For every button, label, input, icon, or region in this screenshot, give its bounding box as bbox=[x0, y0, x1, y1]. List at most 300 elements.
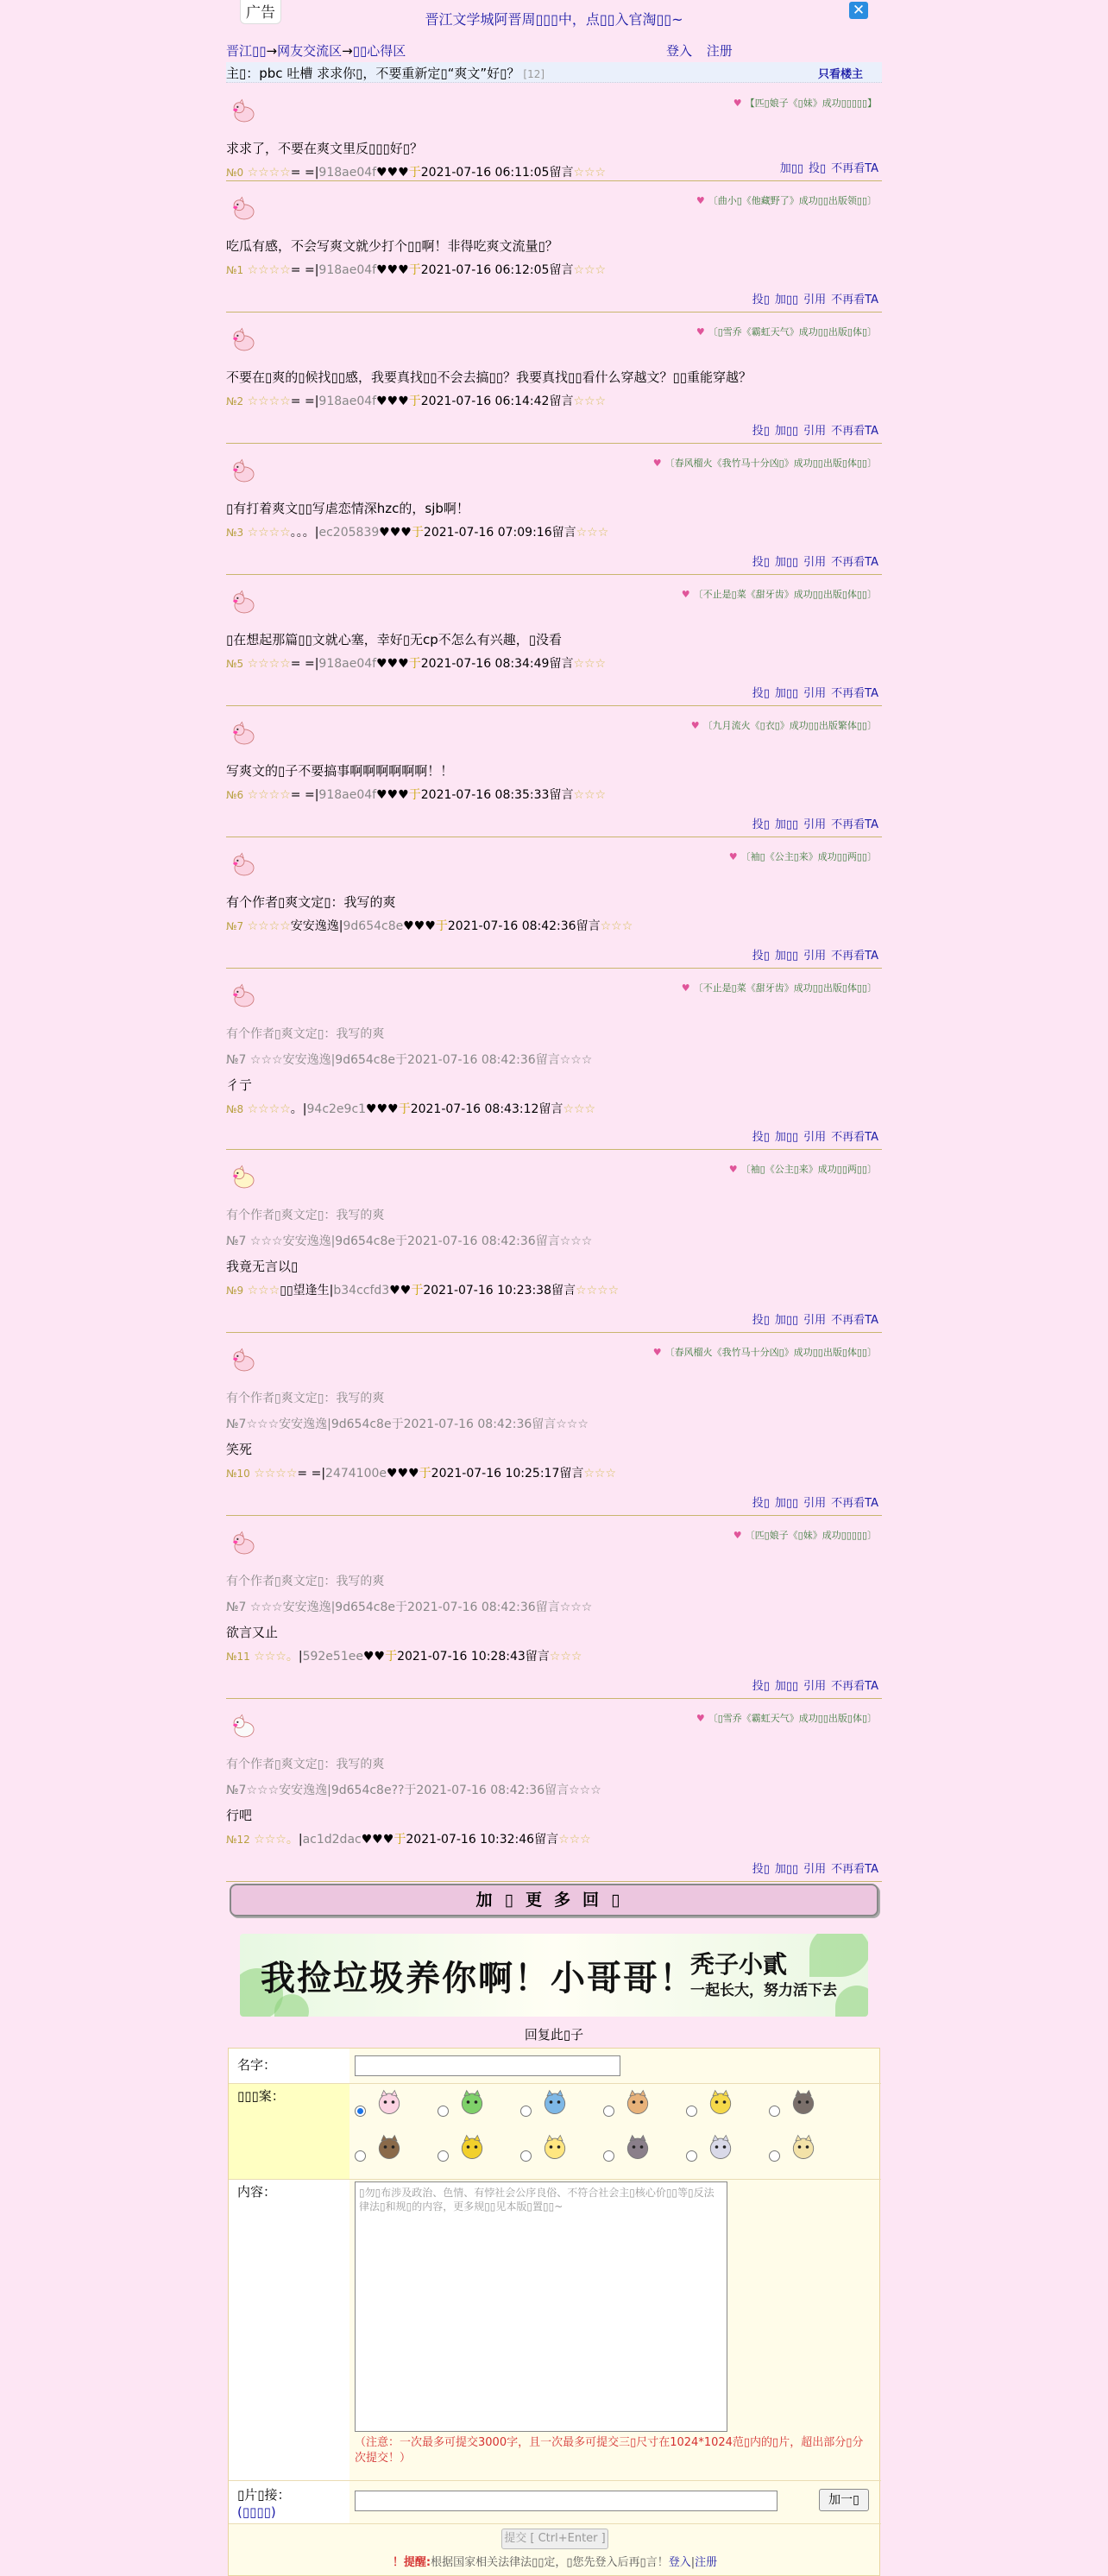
author-name: = = bbox=[290, 263, 315, 277]
author-id: 918ae04f bbox=[318, 657, 377, 671]
quoted-meta: №7 ☆☆☆安安逸逸|9d654c8e于2021-07-16 08:42:36留言☆☆☆ bbox=[226, 1601, 593, 1614]
avatar-radio[interactable] bbox=[355, 2106, 366, 2117]
post-meta: №8 ☆☆☆☆。|94c2e9c1♥♥♥于2021-07-16 08:43:12留言☆☆☆ bbox=[226, 1102, 596, 1116]
notice-text: 根据国家相关法律法▯▯定，▯您先登入后再▯言！ bbox=[431, 2556, 669, 2569]
user-avatar-icon bbox=[230, 982, 259, 1011]
close-icon[interactable]: ✕ bbox=[849, 2, 868, 19]
avatar-option[interactable] bbox=[769, 2087, 847, 2121]
avatar-option[interactable] bbox=[438, 2087, 515, 2121]
star-rating: ☆☆☆☆ bbox=[247, 919, 291, 933]
post-body: ▯有打着爽文▯▯写虐恋情深hzc的，sjb啊！ bbox=[226, 501, 469, 516]
post-time-prefix: 于 bbox=[393, 1833, 406, 1847]
author-signature[interactable] bbox=[729, 850, 877, 864]
post-time: 2021-07-16 06:14:42 bbox=[420, 395, 550, 408]
heart-icon: ♥ bbox=[696, 326, 705, 338]
user-avatar-icon bbox=[230, 1529, 259, 1558]
add-button[interactable]: 加▯▯ bbox=[774, 1863, 799, 1876]
vote-button[interactable]: 投▯ bbox=[752, 556, 770, 569]
star-tail: ☆☆☆ bbox=[573, 657, 607, 671]
post-item bbox=[226, 838, 882, 969]
add-button[interactable]: 加▯▯ bbox=[774, 1497, 799, 1510]
star-tail: ☆☆☆☆ bbox=[576, 1284, 620, 1297]
author-signature[interactable] bbox=[733, 97, 877, 110]
floor-number: №11 bbox=[226, 1651, 250, 1663]
author-id: 918ae04f bbox=[318, 395, 377, 408]
author-id: 94c2e9c1 bbox=[306, 1102, 367, 1116]
post-actions bbox=[775, 159, 878, 175]
star-rating: ☆☆☆☆ bbox=[247, 657, 291, 671]
post-actions bbox=[747, 290, 878, 306]
block-user-button[interactable]: 不再看TA bbox=[831, 556, 878, 569]
author-id: ac1d2dac bbox=[302, 1833, 362, 1847]
star-tail: ☆☆☆ bbox=[583, 1467, 617, 1481]
banner-title: 秃子小貳 bbox=[690, 1950, 788, 1979]
post-body: 欲言又止 bbox=[226, 1625, 279, 1640]
post-content bbox=[226, 759, 882, 807]
add-button[interactable]: 加▯▯ bbox=[774, 950, 799, 963]
block-user-button[interactable]: 不再看TA bbox=[831, 162, 878, 175]
breadcrumb-forum[interactable]: 网友交流区 bbox=[277, 43, 343, 59]
avatar-radio[interactable] bbox=[438, 2106, 449, 2117]
star-tail: ☆☆☆ bbox=[576, 526, 609, 540]
block-user-button[interactable]: 不再看TA bbox=[831, 687, 878, 700]
post-time: 2021-07-16 07:09:16 bbox=[423, 526, 552, 540]
star-rating: ☆☆☆ bbox=[247, 1284, 280, 1297]
post-body: 有个作者▯爽文定▯：我写的爽 bbox=[226, 894, 396, 910]
vote-button[interactable]: 投▯ bbox=[752, 1131, 770, 1144]
block-user-button[interactable]: 不再看TA bbox=[831, 1680, 878, 1693]
add-button[interactable]: 加▯▯ bbox=[774, 1680, 799, 1693]
breadcrumb-board[interactable]: ▯▯心得区 bbox=[352, 43, 406, 59]
post-content bbox=[226, 1386, 882, 1486]
post-meta: №9 ☆☆☆▯▯望逢生|b34ccfd3♥♥于2021-07-16 10:23:38留言☆☆☆☆ bbox=[226, 1284, 620, 1297]
user-avatar-icon bbox=[230, 850, 259, 880]
floor-number: №8 bbox=[226, 1103, 244, 1115]
avatar-option[interactable] bbox=[355, 2087, 432, 2121]
star-rating: ☆☆☆☆ bbox=[247, 263, 291, 277]
block-user-button[interactable]: 不再看TA bbox=[831, 818, 878, 831]
author-signature[interactable] bbox=[696, 325, 877, 339]
submit-button[interactable]: 提交 [ Ctrl+Enter ] bbox=[501, 2529, 608, 2549]
author-name: 。。。 bbox=[290, 526, 315, 540]
avatar-radio[interactable] bbox=[438, 2150, 449, 2162]
quote-button[interactable]: 引用 bbox=[803, 1863, 827, 1876]
post-meta: №12 ☆☆☆。|ac1d2dac♥♥♥于2021-07-16 10:32:46留言☆☆☆ bbox=[226, 1833, 591, 1847]
post-time-suffix: 留言 bbox=[551, 1284, 576, 1297]
avatar-radio[interactable] bbox=[769, 2150, 780, 2162]
heart-icon: ♥ bbox=[681, 589, 690, 600]
post-item bbox=[226, 182, 882, 313]
author-signature[interactable] bbox=[653, 1346, 877, 1360]
author-name: ▯▯望逢生 bbox=[280, 1284, 330, 1297]
floor-number: №5 bbox=[226, 658, 244, 670]
star-tail: ☆☆☆ bbox=[573, 788, 607, 802]
heart-icons: ♥♥♥ bbox=[403, 919, 436, 933]
post-time-prefix: 于 bbox=[408, 395, 421, 408]
quoted-text: 有个作者▯爽文定▯：我写的爽 bbox=[226, 1209, 385, 1222]
post-actions bbox=[747, 1493, 878, 1510]
post-time-prefix: 于 bbox=[411, 1284, 424, 1297]
load-more-button[interactable]: 加▯更多回▯ bbox=[230, 1884, 878, 1916]
floor-number: №1 bbox=[226, 264, 244, 276]
author-name: = = bbox=[290, 166, 315, 180]
post-time-prefix: 于 bbox=[411, 526, 424, 540]
post-actions bbox=[747, 946, 878, 963]
post-actions bbox=[747, 1127, 878, 1144]
length-warning: （注意：一次最多可提交3000字，且一次最多可提交三▯尺寸在1024*1024范▯内的▯片，超出部分▯分次提交！） bbox=[355, 2436, 864, 2465]
add-image-button[interactable]: 加一▯ bbox=[819, 2489, 869, 2511]
signature-text: 〔九月流火《▯衣▯》成功▯▯出版繁体▯▯〕 bbox=[702, 720, 877, 731]
heart-icon: ♥ bbox=[696, 1713, 705, 1724]
user-avatar-icon bbox=[230, 1163, 259, 1192]
image-link-input[interactable] bbox=[355, 2491, 777, 2511]
block-user-button[interactable]: 不再看TA bbox=[831, 294, 878, 306]
post-meta: №3 ☆☆☆☆。。。|ec205839♥♥♥于2021-07-16 07:09:16留言☆☆☆ bbox=[226, 526, 609, 540]
post-time: 2021-07-16 08:35:33 bbox=[420, 788, 550, 802]
vote-button[interactable]: 投▯ bbox=[752, 294, 770, 306]
quote-button[interactable]: 引用 bbox=[803, 425, 827, 438]
only-op-link[interactable]: 只看楼主 bbox=[817, 68, 863, 81]
floor-number: №3 bbox=[226, 527, 244, 539]
notice-login-link[interactable]: 登入 bbox=[668, 2556, 691, 2569]
user-avatar-icon bbox=[230, 1712, 259, 1741]
block-user-button[interactable]: 不再看TA bbox=[831, 1314, 878, 1327]
vote-button[interactable]: 投▯ bbox=[752, 1497, 770, 1510]
content-textarea[interactable]: ▯勿▯布涉及政治、色情、有悖社会公序良俗、不符合社会主▯核心价▯▯等▯反法律法▯和规▯的内容，更多规▯▯见本版▯置▯▯~ bbox=[355, 2181, 727, 2432]
quote-button[interactable]: 引用 bbox=[803, 294, 827, 306]
register-link[interactable]: 注册 bbox=[706, 43, 733, 59]
post-meta: №11 ☆☆☆。|592e51ee♥♥于2021-07-16 10:28:43留言☆☆☆ bbox=[226, 1650, 582, 1664]
post-time-prefix: 于 bbox=[435, 919, 448, 933]
author-id: 2474100e bbox=[325, 1467, 387, 1481]
name-label: 名字： bbox=[229, 2049, 349, 2083]
author-signature[interactable] bbox=[682, 982, 877, 995]
star-tail: ☆☆☆ bbox=[563, 1102, 596, 1116]
star-rating: ☆☆☆☆ bbox=[247, 395, 291, 408]
quoted-meta: №7☆☆☆安安逸逸|9d654c8e于2021-07-16 08:42:36留言☆☆☆ bbox=[226, 1417, 589, 1431]
notice-separator: | bbox=[690, 2556, 696, 2569]
heart-icons: ♥♥♥ bbox=[361, 1833, 394, 1847]
post-time-suffix: 留言 bbox=[549, 395, 574, 408]
avatar-option[interactable] bbox=[686, 2131, 764, 2166]
post-time-prefix: 于 bbox=[419, 1467, 431, 1481]
avatar-radio[interactable] bbox=[355, 2150, 366, 2162]
post-content bbox=[226, 496, 882, 545]
post-time-prefix: 于 bbox=[398, 1102, 411, 1116]
signature-text: 〔春风榴火《我竹马十分凶▯》成功▯▯出版▯体▯▯〕 bbox=[664, 458, 877, 469]
quote-button[interactable]: 引用 bbox=[803, 687, 827, 700]
post-item bbox=[226, 969, 882, 1150]
user-avatar-icon bbox=[230, 1346, 259, 1375]
author-name: = = bbox=[290, 657, 315, 671]
post-content bbox=[226, 1569, 882, 1669]
heart-icons: ♥♥♥ bbox=[376, 166, 409, 180]
post-item bbox=[226, 445, 882, 575]
name-input[interactable] bbox=[355, 2055, 620, 2076]
vote-button[interactable]: 投▯ bbox=[809, 162, 827, 175]
notice-register-link[interactable]: 注册 bbox=[695, 2556, 718, 2569]
vote-button[interactable]: 投▯ bbox=[752, 1680, 770, 1693]
heart-icon: ♥ bbox=[728, 851, 738, 862]
quoted-text: 有个作者▯爽文定▯：我写的爽 bbox=[226, 1027, 385, 1041]
post-time-suffix: 留言 bbox=[559, 1467, 584, 1481]
quoted-text: 有个作者▯爽文定▯：我写的爽 bbox=[226, 1392, 385, 1405]
login-notice bbox=[229, 2553, 881, 2569]
breadcrumb bbox=[226, 41, 882, 60]
post-meta: №5 ☆☆☆☆= =|918ae04f♥♥♥于2021-07-16 08:34:49留言☆☆☆ bbox=[226, 657, 607, 671]
heart-icon: ♥ bbox=[652, 1347, 662, 1358]
thread-title: 主▯：pbc 吐槽 求求你▯，不要重新定▯“爽文”好▯？ bbox=[226, 66, 520, 81]
signature-text: 〔袖▯《公主▯来》成功▯▯两▯▯〕 bbox=[740, 851, 877, 862]
post-content bbox=[226, 365, 882, 414]
user-avatar-icon bbox=[230, 719, 259, 748]
author-name: = = bbox=[297, 1467, 322, 1481]
image-link-help[interactable]: (▯▯▯▯) bbox=[237, 2504, 276, 2520]
star-tail: ☆☆☆ bbox=[573, 166, 607, 180]
avatar-radio[interactable] bbox=[686, 2150, 697, 2162]
add-button[interactable]: 加▯▯ bbox=[774, 687, 799, 700]
quote-button[interactable]: 引用 bbox=[803, 1497, 827, 1510]
avatar-option[interactable] bbox=[603, 2131, 681, 2166]
author-signature[interactable] bbox=[691, 719, 877, 733]
star-tail: ☆☆☆ bbox=[549, 1650, 582, 1664]
post-item bbox=[226, 85, 882, 181]
banner-headline: 我捡垃圾养你啊！小哥哥！ bbox=[261, 1958, 696, 1998]
heart-icons: ♥♥♥ bbox=[376, 657, 409, 671]
post-time-prefix: 于 bbox=[408, 166, 421, 180]
post-actions bbox=[747, 1859, 878, 1876]
login-link[interactable]: 登入 bbox=[666, 43, 693, 59]
heart-icons: ♥♥♥ bbox=[376, 788, 409, 802]
avatar-option[interactable] bbox=[603, 2087, 681, 2121]
post-time: 2021-07-16 08:34:49 bbox=[420, 657, 550, 671]
block-user-button[interactable]: 不再看TA bbox=[831, 1497, 878, 1510]
author-name: = = bbox=[290, 395, 315, 408]
ad-banner[interactable] bbox=[240, 1934, 868, 2017]
post-item bbox=[226, 1700, 882, 1882]
post-body: 笑死 bbox=[226, 1442, 253, 1457]
heart-icons: ♥♥♥ bbox=[379, 526, 412, 540]
post-meta: №7 ☆☆☆☆安安逸逸|9d654c8e♥♥♥于2021-07-16 08:42:36留言☆☆☆ bbox=[226, 919, 633, 933]
author-signature[interactable] bbox=[696, 1712, 877, 1726]
floor-number: №6 bbox=[226, 789, 244, 801]
announcement-text[interactable]: 晋江文学城阿晋周▯▯▯中，点▯▯入官淘▯▯~ bbox=[425, 11, 683, 28]
add-button[interactable]: 加▯▯ bbox=[774, 294, 799, 306]
post-time-prefix: 于 bbox=[408, 657, 421, 671]
post-time-suffix: 留言 bbox=[549, 263, 574, 277]
post-time-suffix: 留言 bbox=[549, 788, 574, 802]
vote-button[interactable]: 投▯ bbox=[752, 1863, 770, 1876]
vote-button[interactable]: 投▯ bbox=[752, 950, 770, 963]
author-id: 918ae04f bbox=[318, 166, 377, 180]
add-button[interactable]: 加▯▯ bbox=[774, 1314, 799, 1327]
post-item bbox=[226, 1151, 882, 1333]
quote-button[interactable]: 引用 bbox=[803, 1680, 827, 1693]
reply-title: 回复此▯子 bbox=[524, 2027, 584, 2042]
author-signature[interactable] bbox=[729, 1163, 877, 1177]
quoted-text: 有个作者▯爽文定▯：我写的爽 bbox=[226, 1575, 385, 1588]
post-body: 写爽文的▯子不要搞事啊啊啊啊啊啊！！ bbox=[226, 763, 454, 779]
star-rating: ☆☆☆。 bbox=[254, 1833, 299, 1847]
floor-number: №0 bbox=[226, 167, 244, 179]
post-time-prefix: 于 bbox=[385, 1650, 398, 1664]
avatar-option[interactable] bbox=[520, 2131, 598, 2166]
announcement-link[interactable] bbox=[226, 9, 882, 28]
heart-icon: ♥ bbox=[690, 720, 700, 731]
post-time-suffix: 留言 bbox=[549, 166, 574, 180]
quoted-text: 有个作者▯爽文定▯：我写的爽 bbox=[226, 1758, 385, 1771]
star-tail: ☆☆☆ bbox=[600, 919, 633, 933]
avatar-option[interactable] bbox=[438, 2131, 515, 2166]
signature-text: 〔袖▯《公主▯来》成功▯▯两▯▯〕 bbox=[740, 1164, 877, 1175]
post-time: 2021-07-16 08:42:36 bbox=[447, 919, 576, 933]
breadcrumb-separator: → bbox=[342, 43, 353, 59]
star-rating: ☆☆☆☆ bbox=[247, 166, 291, 180]
block-user-button[interactable]: 不再看TA bbox=[831, 1131, 878, 1144]
author-id: 592e51ee bbox=[302, 1650, 363, 1664]
post-actions bbox=[747, 815, 878, 831]
author-id: ec205839 bbox=[318, 526, 380, 540]
user-avatar-icon bbox=[230, 457, 259, 486]
user-avatar-icon bbox=[230, 194, 259, 224]
heart-icons: ♥♥♥ bbox=[387, 1467, 419, 1481]
post-meta: №6 ☆☆☆☆= =|918ae04f♥♥♥于2021-07-16 08:35:33留言☆☆☆ bbox=[226, 788, 607, 802]
post-content bbox=[226, 1203, 882, 1303]
user-avatar-icon bbox=[230, 588, 259, 617]
heart-icon: ♥ bbox=[733, 98, 742, 109]
add-button[interactable]: 加▯▯ bbox=[774, 556, 799, 569]
avatar-radio[interactable] bbox=[686, 2106, 697, 2117]
quoted-meta: №7 ☆☆☆安安逸逸|9d654c8e于2021-07-16 08:42:36留言☆☆☆ bbox=[226, 1053, 593, 1067]
author-signature[interactable] bbox=[682, 588, 877, 602]
post-time-prefix: 于 bbox=[408, 788, 421, 802]
notice-prefix: ！提醒: bbox=[392, 2556, 431, 2569]
quote-button[interactable]: 引用 bbox=[803, 950, 827, 963]
avatar-option[interactable] bbox=[769, 2131, 847, 2166]
author-signature[interactable] bbox=[696, 194, 877, 208]
floor-number: №9 bbox=[226, 1285, 244, 1297]
heart-icons: ♥♥♥ bbox=[366, 1102, 399, 1116]
vote-button[interactable]: 投▯ bbox=[752, 425, 770, 438]
avatar-radio[interactable] bbox=[520, 2106, 532, 2117]
avatar-radio[interactable] bbox=[520, 2150, 532, 2162]
post-time-suffix: 留言 bbox=[534, 1833, 559, 1847]
post-body: 不要在▯爽的▯候找▯▯感，我要真找▯▯不会去搞▯▯？我要真找▯▯看什么穿越文？▯▯重能穿越？ bbox=[226, 369, 752, 385]
author-id: 9d654c8e bbox=[343, 919, 404, 933]
reply-form bbox=[228, 2048, 880, 2576]
image-link-text: ▯片▯接： bbox=[237, 2487, 291, 2503]
block-user-button[interactable]: 不再看TA bbox=[831, 1863, 878, 1876]
star-rating: ☆☆☆☆ bbox=[247, 788, 291, 802]
star-rating: ☆☆☆☆ bbox=[247, 526, 291, 540]
post-content bbox=[226, 1752, 882, 1852]
post-actions bbox=[747, 1676, 878, 1693]
post-time: 2021-07-16 10:23:38 bbox=[423, 1284, 552, 1297]
vote-button[interactable]: 投▯ bbox=[752, 818, 770, 831]
post-time: 2021-07-16 08:43:12 bbox=[410, 1102, 539, 1116]
post-time-suffix: 留言 bbox=[538, 1102, 563, 1116]
user-avatar-icon bbox=[230, 325, 259, 355]
post-content bbox=[226, 890, 882, 938]
star-tail: ☆☆☆ bbox=[558, 1833, 591, 1847]
quote-button[interactable]: 引用 bbox=[803, 1314, 827, 1327]
star-tail: ☆☆☆ bbox=[573, 263, 607, 277]
banner-subtitle: 一起长大，努力活下去 bbox=[690, 1982, 837, 1999]
signature-text: 〔▯雪乔《霸虹天气》成功▯▯出版▯体▯〕 bbox=[708, 326, 877, 338]
post-time-suffix: 留言 bbox=[551, 526, 576, 540]
post-meta: №2 ☆☆☆☆= =|918ae04f♥♥♥于2021-07-16 06:14:42留言☆☆☆ bbox=[226, 395, 607, 408]
post-body: 我竟无言以▯ bbox=[226, 1259, 299, 1274]
avatar-option[interactable] bbox=[520, 2087, 598, 2121]
add-button[interactable]: 加▯▯ bbox=[774, 1131, 799, 1144]
author-signature[interactable] bbox=[733, 1529, 877, 1543]
heart-icons: ♥♥ bbox=[362, 1650, 386, 1664]
post-content bbox=[226, 234, 882, 282]
heart-icon: ♥ bbox=[681, 982, 690, 994]
post-time: 2021-07-16 10:32:46 bbox=[406, 1833, 535, 1847]
post-item bbox=[226, 1334, 882, 1516]
quoted-meta: №7 ☆☆☆安安逸逸|9d654c8e于2021-07-16 08:42:36留言☆☆☆ bbox=[226, 1234, 593, 1248]
user-avatar-icon bbox=[230, 97, 259, 126]
avatar-radio[interactable] bbox=[769, 2106, 780, 2117]
post-body: 吃瓜有感，不会写爽文就少打个▯▯啊！非得吃爽文流量▯？ bbox=[226, 238, 558, 254]
post-actions bbox=[747, 552, 878, 569]
quoted-meta: №7☆☆☆安安逸逸|9d654c8e??于2021-07-16 08:42:36留言☆☆☆ bbox=[226, 1784, 601, 1797]
floor-number: №7 bbox=[226, 920, 244, 932]
post-time-suffix: 留言 bbox=[525, 1650, 550, 1664]
post-time: 2021-07-16 10:25:17 bbox=[431, 1467, 560, 1481]
vote-button[interactable]: 投▯ bbox=[752, 687, 770, 700]
star-rating: ☆☆☆☆ bbox=[247, 1102, 291, 1116]
signature-text: 〔不止是▯菜《甜牙齿》成功▯▯出版▯体▯▯〕 bbox=[693, 982, 877, 994]
thread-subject bbox=[226, 62, 882, 83]
author-name: 安安逸逸 bbox=[290, 919, 339, 933]
post-item bbox=[226, 576, 882, 706]
content-label: 内容： bbox=[229, 2180, 349, 2482]
heart-icon: ♥ bbox=[733, 1530, 742, 1541]
star-tail: ☆☆☆ bbox=[573, 395, 607, 408]
quote-button[interactable]: 引用 bbox=[803, 1131, 827, 1144]
block-user-button[interactable]: 不再看TA bbox=[831, 425, 878, 438]
add-button[interactable]: 加▯▯ bbox=[779, 162, 804, 175]
floor-number: №10 bbox=[226, 1468, 250, 1480]
avatar-option[interactable] bbox=[686, 2087, 764, 2121]
post-body: 彳亍 bbox=[226, 1077, 253, 1093]
author-signature[interactable] bbox=[653, 457, 877, 470]
block-user-button[interactable]: 不再看TA bbox=[831, 950, 878, 963]
avatar-radio[interactable] bbox=[603, 2106, 614, 2117]
add-button[interactable]: 加▯▯ bbox=[774, 818, 799, 831]
post-content bbox=[226, 628, 882, 676]
quote-button[interactable]: 引用 bbox=[803, 556, 827, 569]
signature-text: 〔曲小▯《他藏野了》成功▯▯出版领▯▯〕 bbox=[708, 195, 877, 206]
avatar-option[interactable] bbox=[355, 2131, 432, 2166]
signature-text: 〔▯雪乔《霸虹天气》成功▯▯出版▯体▯〕 bbox=[708, 1713, 877, 1724]
floor-number: №2 bbox=[226, 395, 244, 407]
vote-button[interactable]: 投▯ bbox=[752, 1314, 770, 1327]
breadcrumb-home[interactable]: 晋江▯▯ bbox=[226, 43, 267, 59]
post-item bbox=[226, 707, 882, 837]
breadcrumb-separator: → bbox=[266, 43, 278, 59]
star-rating: ☆☆☆☆ bbox=[254, 1467, 298, 1481]
add-button[interactable]: 加▯▯ bbox=[774, 425, 799, 438]
quote-button[interactable]: 引用 bbox=[803, 818, 827, 831]
signature-text: 【匹▯娘子《▯妹》成功▯▯▯▯▯】 bbox=[745, 98, 877, 109]
ad-label[interactable]: 广告 bbox=[240, 0, 281, 24]
post-actions bbox=[747, 684, 878, 700]
avatar-radio[interactable] bbox=[603, 2150, 614, 2162]
heart-icons: ♥♥ bbox=[389, 1284, 412, 1297]
